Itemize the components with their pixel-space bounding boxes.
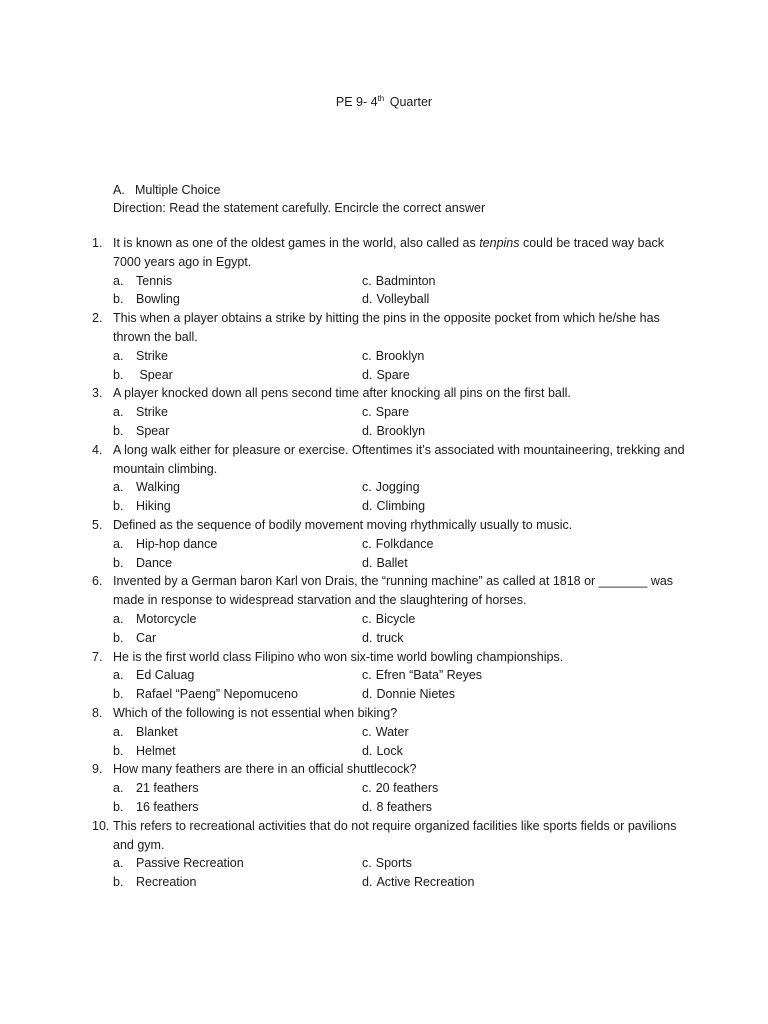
choice-text: Jogging: [375, 480, 420, 495]
question-number: 6.: [92, 574, 103, 589]
choice-text: Bicycle: [375, 611, 416, 626]
choice-letter: d.: [362, 367, 373, 382]
choice-c[interactable]: [362, 403, 602, 422]
question-number: 9.: [92, 762, 103, 777]
choice-a[interactable]: [113, 779, 362, 798]
choice-letter: c.: [362, 480, 372, 495]
choice-text: truck: [376, 630, 404, 645]
choice-letter: a.: [113, 273, 124, 288]
choice-d[interactable]: [362, 554, 602, 573]
question-number: 7.: [92, 649, 103, 664]
choice-c[interactable]: [362, 723, 602, 742]
choice-text: Efren “Bata” Reyes: [375, 668, 483, 683]
choice-text: Dance: [136, 555, 173, 570]
choice-c[interactable]: [362, 666, 602, 685]
choice-b[interactable]: [113, 290, 362, 309]
choice-letter: c.: [362, 536, 372, 551]
choice-letter: c.: [362, 724, 372, 739]
section-heading: Multiple Choice: [135, 183, 221, 197]
choice-c[interactable]: [362, 535, 602, 554]
choice-b[interactable]: [113, 497, 362, 516]
choice-letter: d.: [362, 630, 373, 645]
choice-text: Volleyball: [376, 292, 430, 307]
choice-letter: d.: [362, 687, 373, 702]
choice-letter: a.: [113, 536, 124, 551]
choice-text: 16 feathers: [136, 799, 199, 814]
choice-text: Brooklyn: [375, 348, 425, 363]
choice-text: Rafael “Paeng” Nepomuceno: [136, 687, 298, 702]
question-item: [92, 516, 692, 572]
question-item: [92, 760, 692, 816]
choice-letter: a.: [113, 856, 124, 871]
choice-c[interactable]: [362, 854, 602, 873]
choice-text: Strike: [136, 405, 168, 420]
question-number: 5.: [92, 517, 103, 532]
choice-b[interactable]: [113, 422, 362, 441]
choice-c[interactable]: [362, 272, 602, 291]
choices: [113, 347, 692, 385]
choice-b[interactable]: [113, 685, 362, 704]
choice-b[interactable]: [113, 629, 362, 648]
question-item: [92, 234, 692, 309]
choice-d[interactable]: [362, 629, 602, 648]
choice-d[interactable]: [362, 497, 602, 516]
choice-letter: b.: [113, 875, 124, 890]
section-header: [113, 181, 713, 217]
choice-letter: d.: [362, 799, 373, 814]
choice-a[interactable]: [113, 610, 362, 629]
choice-a[interactable]: [113, 347, 362, 366]
question-text: A player knocked down all pens second time after knocking all pins on the first ball.: [113, 386, 571, 401]
choice-letter: a.: [113, 611, 124, 626]
choice-text: Spare: [376, 367, 410, 382]
question-item: [92, 704, 692, 760]
choice-text: Hiking: [136, 499, 171, 514]
choice-a[interactable]: [113, 272, 362, 291]
choice-d[interactable]: [362, 798, 602, 817]
choices: [113, 272, 692, 310]
choice-b[interactable]: [113, 366, 362, 385]
choice-c[interactable]: [362, 610, 602, 629]
choice-c[interactable]: [362, 347, 602, 366]
question-text: Defined as the sequence of bodily movement moving rhythmically usually to music.: [113, 517, 573, 532]
section-direction: Direction: Read the statement carefully. Encircle the correct answer: [113, 201, 486, 215]
question-number: 2.: [92, 311, 103, 326]
choice-letter: c.: [362, 405, 372, 420]
question-text: How many feathers are there in an official shuttlecock?: [113, 762, 417, 777]
choice-letter: c.: [362, 273, 372, 288]
choice-letter: b.: [113, 555, 124, 570]
choice-text: Ballet: [376, 555, 408, 570]
question-number: 10.: [92, 818, 110, 833]
choice-letter: a.: [113, 480, 124, 495]
choice-d[interactable]: [362, 873, 602, 892]
question-list: [92, 234, 692, 892]
choices: [113, 854, 692, 892]
choices: [113, 535, 692, 573]
question-number: 3.: [92, 386, 103, 401]
choices: [113, 403, 692, 441]
choice-c[interactable]: [362, 478, 602, 497]
choice-text: 21 feathers: [136, 781, 199, 796]
choice-text: Sports: [375, 856, 412, 871]
choice-text: Climbing: [376, 499, 426, 514]
choice-text: Donnie Nietes: [376, 687, 455, 702]
choice-d[interactable]: [362, 422, 602, 441]
choice-letter: b.: [113, 292, 124, 307]
choice-a[interactable]: [113, 854, 362, 873]
question-item: [92, 648, 692, 704]
choice-letter: a.: [113, 781, 124, 796]
question-text: This refers to recreational activities that do not require organized facilities like sports fields or pavilions and gym.: [113, 818, 677, 852]
choices: [113, 610, 692, 648]
question-number: 8.: [92, 705, 103, 720]
choices: [113, 779, 692, 817]
question-text: It is known as one of the oldest games in the world, also called as: [113, 236, 480, 250]
choice-text: Car: [136, 630, 157, 645]
choice-letter: d.: [362, 292, 373, 307]
choice-text: Hip-hop dance: [136, 536, 218, 551]
choice-c[interactable]: [362, 779, 602, 798]
choice-a[interactable]: [113, 723, 362, 742]
choice-text: Brooklyn: [376, 423, 426, 438]
question-text: He is the first world class Filipino who won six-time world bowling championships.: [113, 649, 564, 664]
choice-b[interactable]: [113, 798, 362, 817]
title-superscript: th: [377, 94, 385, 103]
choice-letter: d.: [362, 743, 373, 758]
choice-letter: b.: [113, 687, 124, 702]
choice-text: Walking: [136, 480, 180, 495]
choice-text: Active Recreation: [376, 875, 475, 890]
choice-letter: d.: [362, 555, 373, 570]
choice-d[interactable]: [362, 290, 602, 309]
choice-letter: a.: [113, 668, 124, 683]
choice-text: Spear: [136, 423, 170, 438]
choice-a[interactable]: [113, 666, 362, 685]
choice-text: Folkdance: [375, 536, 434, 551]
section-letter: A.: [113, 183, 125, 197]
choices: [113, 478, 692, 516]
choice-text: Lock: [376, 743, 403, 758]
question-text: Invented by a German baron Karl von Drais, the “running machine” as called at 1818 or _______ was made in response to widespread starvation and the slaughtering of horses.: [113, 574, 674, 608]
choice-d[interactable]: [362, 685, 602, 704]
choice-text: Bowling: [136, 292, 180, 307]
title-main: PE 9- 4: [335, 95, 378, 109]
choice-b[interactable]: [113, 554, 362, 573]
choice-text: 8 feathers: [376, 799, 433, 814]
choice-letter: c.: [362, 856, 372, 871]
question-item: [92, 817, 692, 892]
choice-letter: d.: [362, 423, 373, 438]
choice-text: Ed Caluag: [136, 668, 195, 683]
choice-letter: c.: [362, 668, 372, 683]
choice-letter: b.: [113, 743, 124, 758]
question-text: This when a player obtains a strike by hitting the pins in the opposite pocket from which he/she has thrown the ball.: [113, 311, 660, 344]
question-number: 4.: [92, 442, 103, 457]
choice-text: Spare: [375, 405, 410, 420]
question-emphasis: tenpins: [479, 236, 520, 250]
choice-a[interactable]: [113, 535, 362, 554]
choice-d[interactable]: [362, 366, 602, 385]
choice-d[interactable]: [362, 742, 602, 761]
choice-letter: a.: [113, 405, 124, 420]
choice-letter: b.: [113, 799, 124, 814]
question-item: [92, 572, 692, 647]
choice-letter: c.: [362, 348, 372, 363]
choice-letter: b.: [113, 630, 124, 645]
choice-text: Passive Recreation: [136, 856, 244, 871]
choice-text: Tennis: [136, 273, 173, 288]
choice-letter: b.: [113, 499, 124, 514]
choice-letter: b.: [113, 423, 124, 438]
choice-letter: b.: [113, 367, 124, 382]
choice-letter: d.: [362, 875, 373, 890]
question-item: [92, 441, 692, 516]
title-tail: Quarter: [389, 95, 433, 109]
choices: [113, 723, 692, 761]
choice-b[interactable]: [113, 873, 362, 892]
choice-text: Strike: [136, 348, 168, 363]
choice-text: 20 feathers: [375, 781, 439, 796]
choice-a[interactable]: [113, 478, 362, 497]
choice-text: Water: [375, 724, 409, 739]
choice-letter: c.: [362, 781, 372, 796]
choice-letter: a.: [113, 724, 124, 739]
question-item: [92, 309, 692, 384]
question-text: Which of the following is not essential when biking?: [113, 705, 398, 720]
choice-letter: a.: [113, 348, 124, 363]
choice-text: Badminton: [375, 273, 436, 288]
choice-text: Spear: [136, 367, 173, 382]
question-text: A long walk either for pleasure or exercise. Oftentimes it’s associated with mountaineering, trekking and mountain climbing.: [113, 442, 685, 476]
choice-letter: c.: [362, 611, 372, 626]
question-item: [92, 384, 692, 440]
question-number: 1.: [92, 236, 103, 250]
choice-text: Motorcycle: [136, 611, 197, 626]
choice-text: Helmet: [136, 743, 176, 758]
question-text-tail: could be traced way back 7000 years ago in Egypt.: [113, 236, 665, 269]
page-title: [0, 94, 768, 109]
choice-text: Recreation: [136, 875, 197, 890]
choice-letter: d.: [362, 499, 373, 514]
choices: [113, 666, 692, 704]
choice-a[interactable]: [113, 403, 362, 422]
choice-b[interactable]: [113, 742, 362, 761]
choice-text: Blanket: [136, 724, 178, 739]
